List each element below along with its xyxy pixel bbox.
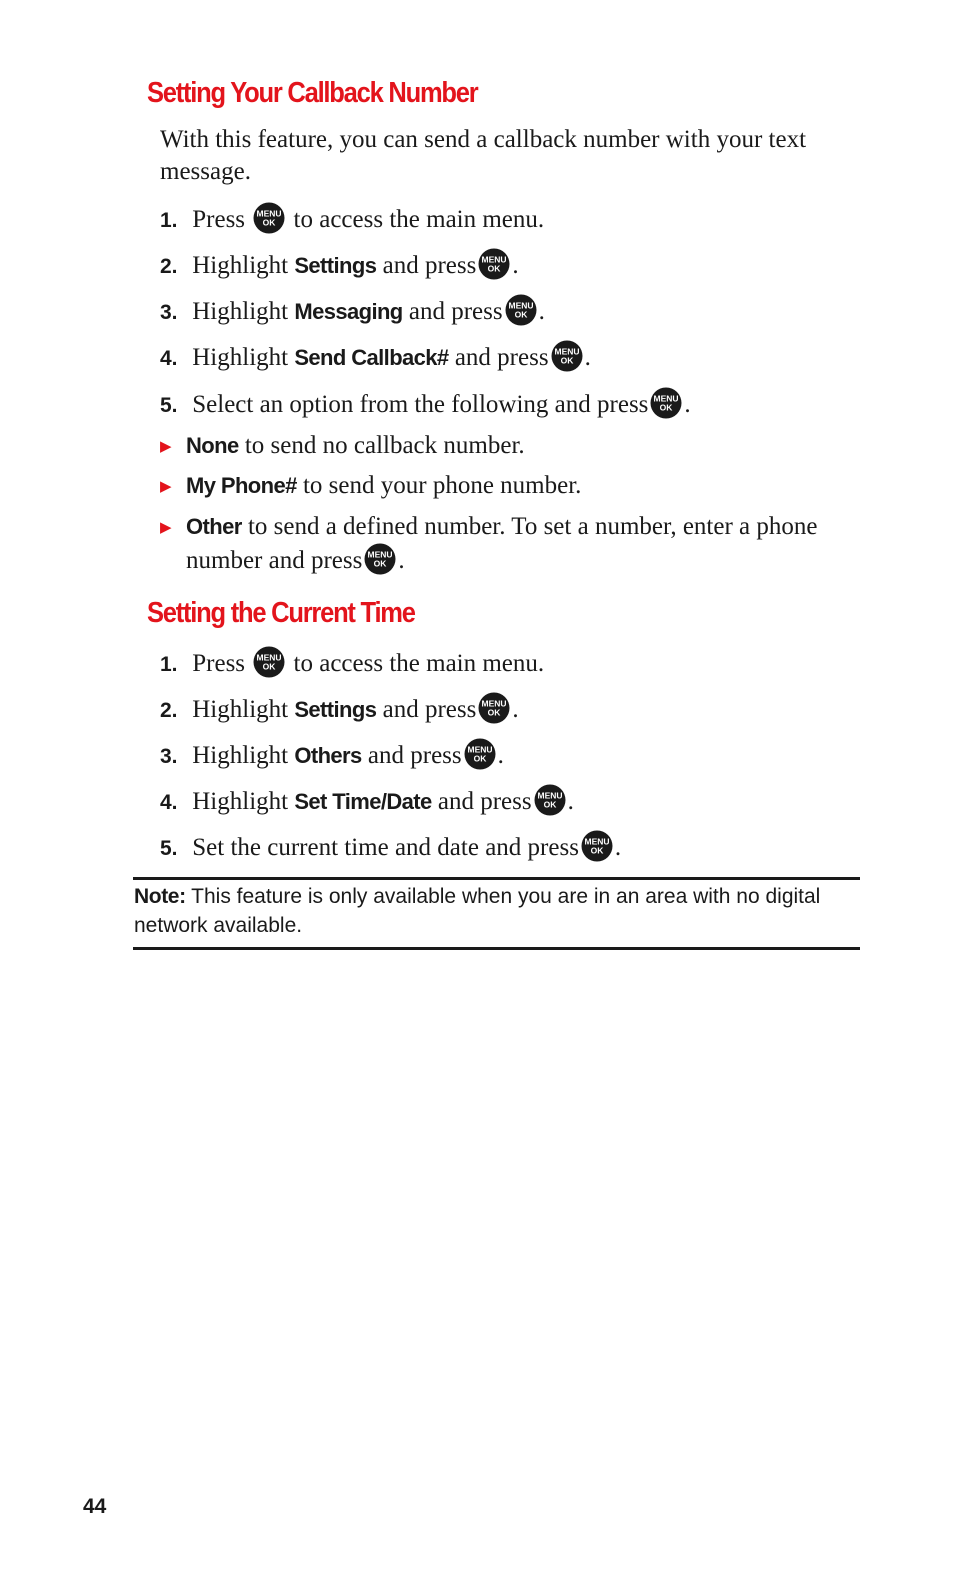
step-number: 4. xyxy=(160,791,178,814)
bullet-triangle-icon: ▶ xyxy=(160,518,172,536)
step-punct: . xyxy=(512,252,519,279)
step-number: 1. xyxy=(160,653,178,676)
menu-ok-key-icon xyxy=(478,692,510,724)
menu-ok-key-icon xyxy=(364,543,396,575)
step-text: Highlight xyxy=(192,788,289,815)
step-text: Highlight xyxy=(192,298,289,325)
step-punct: . xyxy=(584,344,591,371)
menu-ok-key-icon xyxy=(551,340,583,372)
time-step-2 xyxy=(160,692,519,726)
option-text: to send no callback number. xyxy=(244,432,525,459)
step-punct: . xyxy=(684,391,691,418)
time-step-4 xyxy=(160,784,574,818)
step-number: 1. xyxy=(160,209,178,232)
menu-ok-key-icon xyxy=(534,784,566,816)
option-keyword: None xyxy=(186,433,239,458)
step-number: 4. xyxy=(160,347,178,370)
step-number: 2. xyxy=(160,699,178,722)
step-text: to access the main menu. xyxy=(293,206,545,233)
time-step-1 xyxy=(160,646,544,680)
callback-step-2 xyxy=(160,248,519,282)
step-number: 5. xyxy=(160,394,178,417)
option-text: to send a defined number. To set a number, enter a phone number and press xyxy=(186,513,818,574)
note-box xyxy=(134,882,854,940)
menu-keyword: Settings xyxy=(294,253,377,278)
menu-ok-key-icon xyxy=(505,294,537,326)
step-text: Set the current time and date and press xyxy=(192,834,579,861)
step-text: Press xyxy=(192,650,246,677)
time-step-5 xyxy=(160,830,621,864)
note-top-rule xyxy=(133,877,860,880)
step-number: 3. xyxy=(160,301,178,324)
menu-ok-key-icon xyxy=(478,248,510,280)
step-punct: . xyxy=(567,788,574,815)
step-text: Select an option from the following and press xyxy=(192,391,649,418)
callback-step-4 xyxy=(160,340,591,374)
step-number: 5. xyxy=(160,837,178,860)
note-label: Note: xyxy=(134,885,186,908)
step-text: and press xyxy=(408,298,503,325)
menu-keyword: Messaging xyxy=(294,299,403,324)
callback-step-3 xyxy=(160,294,545,328)
step-punct: . xyxy=(538,298,545,325)
callback-option-other xyxy=(160,511,860,577)
menu-keyword: Settings xyxy=(294,697,377,722)
menu-ok-key-icon xyxy=(464,738,496,770)
step-text: Highlight xyxy=(192,742,289,769)
callback-option-my-phone xyxy=(160,470,860,502)
step-text: and press xyxy=(367,742,462,769)
step-punct: . xyxy=(512,696,519,723)
step-number: 3. xyxy=(160,745,178,768)
menu-ok-key-icon xyxy=(253,202,285,234)
callback-step-5 xyxy=(160,387,691,421)
bullet-triangle-icon: ▶ xyxy=(160,477,172,495)
step-text: and press xyxy=(382,252,477,279)
section-title-callback: Setting Your Callback Number xyxy=(147,77,478,109)
note-bottom-rule xyxy=(133,947,860,950)
step-punct: . xyxy=(497,742,504,769)
bullet-triangle-icon: ▶ xyxy=(160,437,172,455)
step-text: Press xyxy=(192,206,246,233)
menu-keyword: Set Time/Date xyxy=(294,789,432,814)
page-number: 44 xyxy=(83,1495,107,1518)
menu-ok-key-icon xyxy=(650,387,682,419)
menu-keyword: Send Callback# xyxy=(294,345,449,370)
step-text: Highlight xyxy=(192,344,289,371)
note-text: This feature is only available when you are in an area with no digital network available. xyxy=(134,885,821,937)
menu-keyword: Others xyxy=(294,743,362,768)
section-title-current-time: Setting the Current Time xyxy=(147,597,415,629)
menu-ok-key-icon xyxy=(253,646,285,678)
menu-ok-key-icon xyxy=(581,830,613,862)
step-text: and press xyxy=(382,696,477,723)
callback-step-1 xyxy=(160,202,544,236)
step-text: Highlight xyxy=(192,252,289,279)
callback-intro-text: With this feature, you can send a callback number with your text message. xyxy=(160,126,807,185)
callback-option-none xyxy=(160,430,860,462)
step-text: and press xyxy=(437,788,532,815)
option-punct: . xyxy=(398,547,405,574)
option-text: to send your phone number. xyxy=(302,472,582,499)
option-keyword: Other xyxy=(186,514,242,539)
step-text: to access the main menu. xyxy=(293,650,545,677)
step-number: 2. xyxy=(160,255,178,278)
step-text: and press xyxy=(454,344,549,371)
step-text: Highlight xyxy=(192,696,289,723)
time-step-3 xyxy=(160,738,504,772)
step-punct: . xyxy=(614,834,622,861)
option-keyword: My Phone# xyxy=(186,473,297,498)
